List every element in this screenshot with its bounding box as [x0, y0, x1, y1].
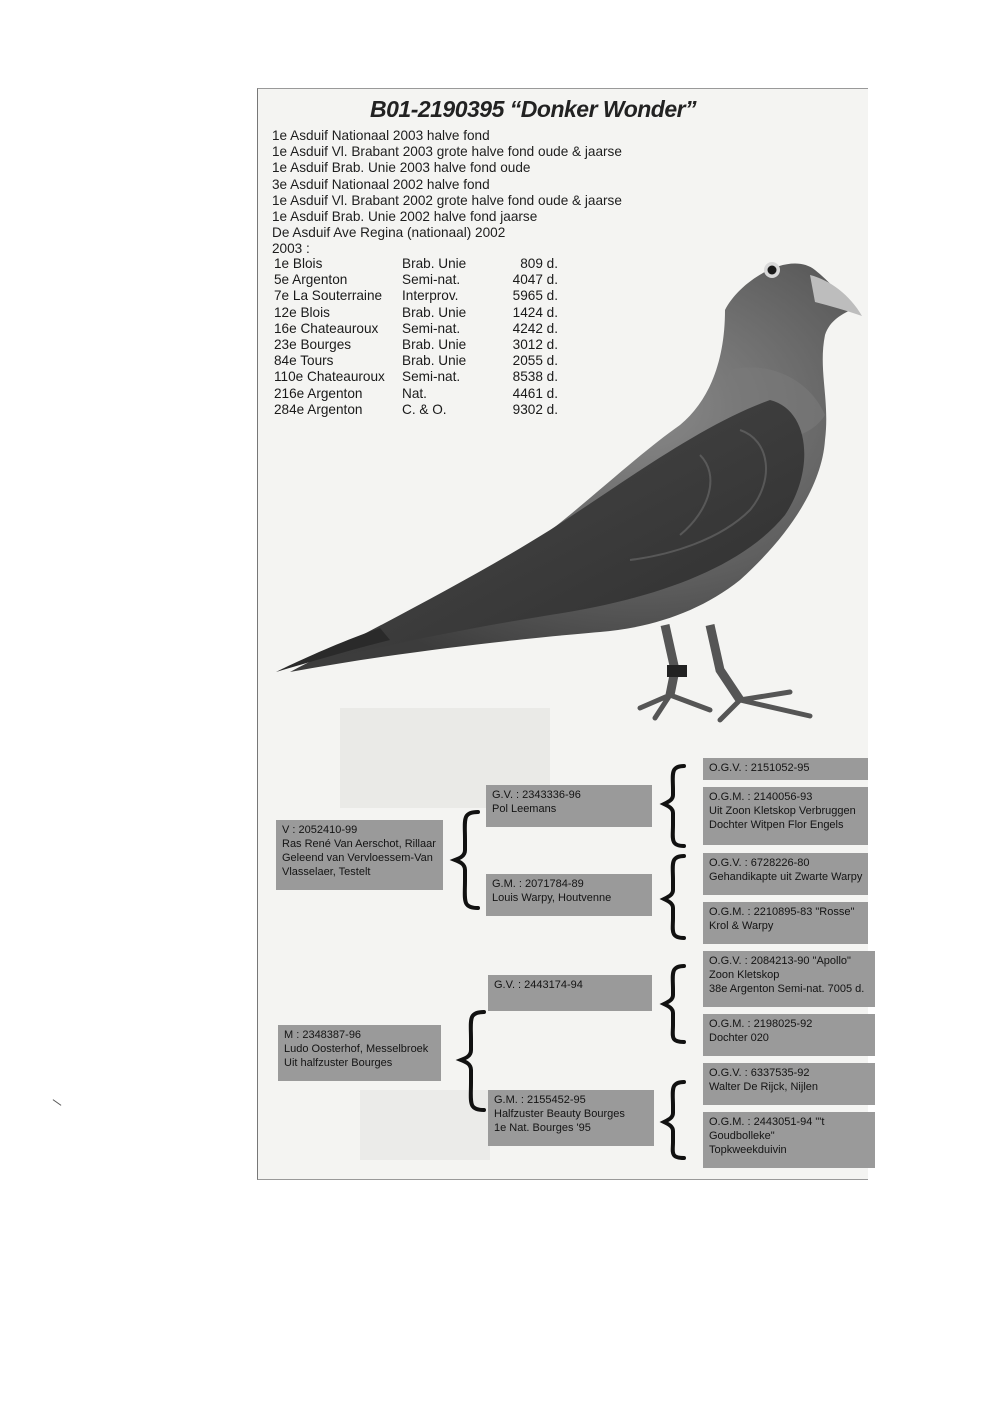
honor-line: 1e Asduif Vl. Brabant 2002 grote halve fond oude & jaarse [272, 192, 622, 208]
honor-line: 1e Asduif Nationaal 2003 halve fond [272, 128, 490, 143]
result-count: 4047 d. [512, 272, 558, 288]
ring-number: O.G.V. : 6337535-92 [709, 1067, 810, 1079]
result-place: 7e La Souterraine [274, 288, 383, 304]
result-place: 16e Chateauroux [274, 320, 379, 336]
result-level: Semi-nat. [402, 320, 461, 336]
great-grandsire-2-box [703, 853, 868, 895]
result-place: 5e Argenton [274, 272, 348, 288]
honor-line: 1e Asduif Brab. Unie 2002 halve fond jaarse [272, 209, 538, 225]
pigeon-foot [640, 692, 810, 720]
granddam-owner: Louis Warpy, Houtvenne [492, 892, 612, 904]
lineage-note: Gehandikapte uit Zwarte Warpy [709, 871, 863, 883]
dam-box [278, 1025, 441, 1081]
granddam-1-box [486, 874, 652, 916]
granddam-ring: G.M. : 2155452-95 [494, 1094, 586, 1106]
great-grandsire-1-box [703, 758, 868, 780]
ring-number: O.G.V. : 2151052-95 [709, 762, 810, 774]
pigeon-title: B01-2190395 “Donker Wonder” [370, 96, 697, 122]
great-granddam-4-box [703, 1112, 875, 1168]
granddam-2-box [488, 1090, 654, 1146]
result-count: 4461 d. [512, 385, 558, 401]
sire-note: Vlasselaer, Testelt [282, 866, 371, 878]
result-place: 284e Argenton [274, 401, 363, 417]
result-place: 1e Blois [274, 256, 323, 271]
result-level: Interprov. [402, 288, 459, 304]
lineage-note: Dochter Witpen Flor Engels [709, 819, 844, 831]
lineage-note: Zoon Kletskop [709, 969, 780, 981]
result-level: Brab. Unie [402, 353, 467, 369]
dam-owner: Ludo Oosterhof, Messelbroek [284, 1043, 429, 1055]
result-level: Semi-nat. [402, 369, 461, 385]
lineage-note: Goudbolleke" [709, 1130, 775, 1142]
honors-list [272, 128, 622, 258]
result-level: Brab. Unie [402, 304, 467, 320]
result-place: 23e Bourges [274, 336, 352, 352]
result-level: Nat. [402, 385, 427, 401]
ring-number: O.G.M. : 2443051-94 "'t [709, 1116, 825, 1128]
result-place: 216e Argenton [274, 385, 363, 401]
faded-bleed-through [360, 1090, 490, 1160]
grandsire-ring: G.V. : 2343336-96 [492, 789, 581, 801]
sire-note: Geleend van Vervloessem-Van [282, 852, 433, 864]
great-granddam-2-box [703, 902, 868, 944]
great-grandsire-3-box [703, 951, 875, 1007]
honor-line: 1e Asduif Brab. Unie 2003 halve fond oude [272, 160, 531, 176]
honor-line: 3e Asduif Nationaal 2002 halve fond [272, 176, 490, 192]
result-count: 5965 d. [512, 288, 558, 304]
granddam-note: Halfzuster Beauty Bourges [494, 1108, 625, 1120]
result-count: 3012 d. [512, 336, 558, 352]
dam-ring: M : 2348387-96 [284, 1029, 362, 1041]
sire-ring: V : 2052410-99 [282, 824, 358, 836]
ring-number: O.G.M. : 2198025-92 [709, 1018, 813, 1030]
lineage-note: Uit Zoon Kletskop Verbruggen [709, 805, 856, 817]
honor-line: De Asduif Ave Regina (nationaal) 2002 [272, 225, 506, 241]
sire-owner: Ras René Van Aerschot, Rillaar [282, 838, 436, 850]
result-count: 2055 d. [512, 353, 558, 369]
grandsire-1-box [486, 785, 652, 827]
lineage-note: Topkweekduivin [709, 1144, 787, 1156]
result-count: 9302 d. [512, 401, 558, 417]
dam-note: Uit halfzuster Bourges [284, 1057, 393, 1069]
result-level: C. & O. [402, 401, 447, 417]
great-grandsire-4-box [703, 1063, 875, 1105]
pigeon-leg [710, 625, 740, 700]
scan-mark [53, 1099, 62, 1106]
ring-number: O.G.V. : 6728226-80 [709, 857, 810, 869]
lineage-note: Walter De Rijck, Nijlen [709, 1081, 819, 1093]
ring-number: O.G.M. : 2210895-83 "Rosse" [709, 906, 855, 918]
great-granddam-1-box [703, 787, 868, 845]
grandsire-ring: G.V. : 2443174-94 [494, 979, 583, 991]
lineage-note: Dochter 020 [709, 1032, 769, 1044]
season-label: 2003 : [272, 241, 310, 257]
result-count: 809 d. [520, 256, 558, 271]
granddam-note: 1e Nat. Bourges '95 [494, 1122, 591, 1134]
result-place: 110e Chateauroux [274, 369, 385, 385]
result-level: Brab. Unie [402, 336, 467, 352]
result-level: Brab. Unie [402, 256, 467, 271]
leg-ring [667, 665, 687, 677]
pigeon-photo [270, 240, 870, 740]
lineage-note: Krol & Warpy [709, 920, 774, 932]
great-granddam-3-box [703, 1014, 875, 1056]
pigeon-leg [665, 625, 675, 695]
lineage-note: 38e Argenton Semi-nat. 7005 d. [709, 983, 865, 995]
granddam-ring: G.M. : 2071784-89 [492, 878, 584, 890]
result-count: 8538 d. [512, 369, 558, 385]
result-place: 12e Blois [274, 304, 330, 320]
ring-number: O.G.V. : 2084213-90 "Apollo" [709, 955, 851, 967]
sire-box [276, 820, 443, 890]
ring-number: O.G.M. : 2140056-93 [709, 791, 813, 803]
result-place: 84e Tours [274, 353, 334, 369]
result-count: 4242 d. [512, 320, 558, 336]
honor-line: 1e Asduif Vl. Brabant 2003 grote halve fond oude & jaarse [272, 144, 622, 160]
grandsire-owner: Pol Leemans [492, 803, 557, 815]
grandsire-2-box [488, 975, 652, 1011]
result-level: Semi-nat. [402, 272, 461, 288]
result-count: 1424 d. [512, 304, 558, 320]
